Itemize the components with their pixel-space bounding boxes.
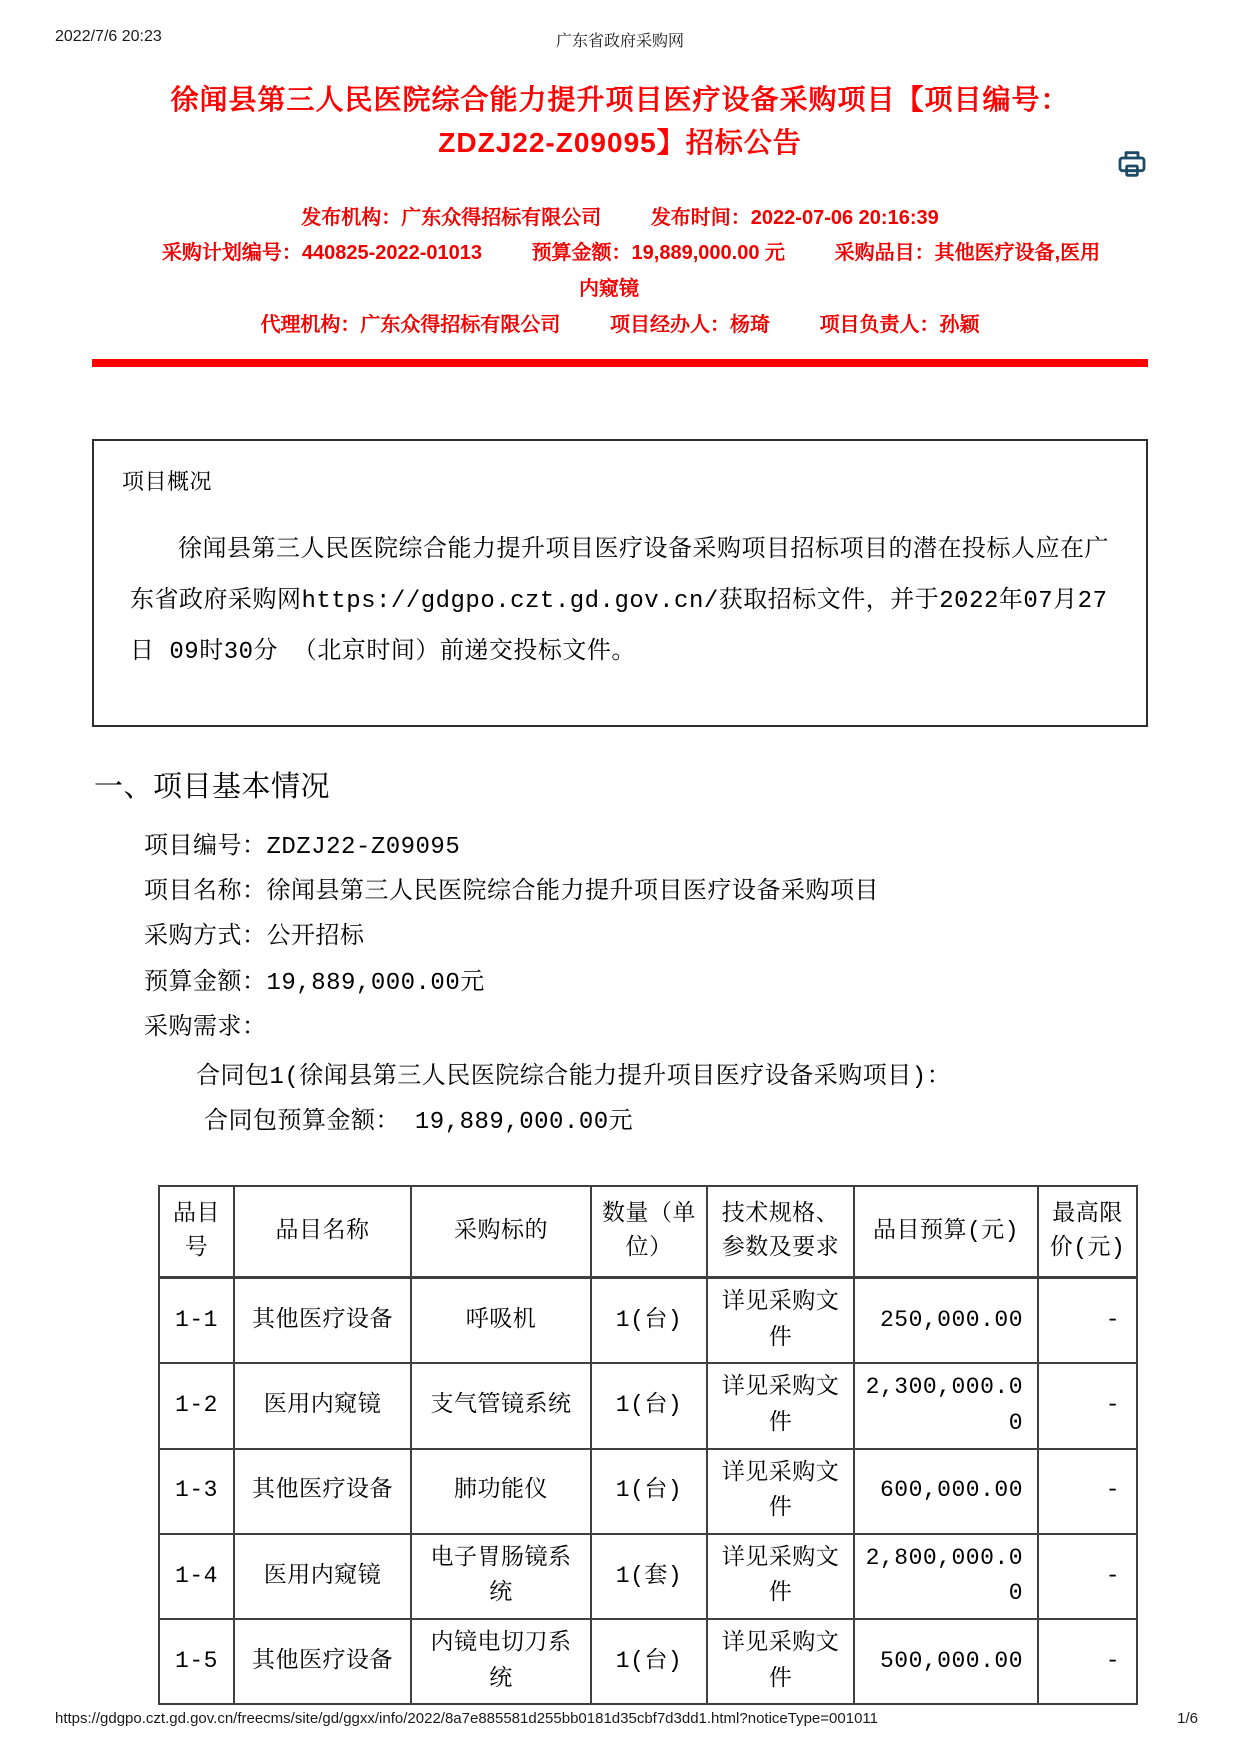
table-cell-item-no: 1-1 [159,1277,234,1363]
table-cell-limit: - [1038,1449,1137,1534]
field-project-number: 项目编号：ZDZJ22-Z09095 [144,834,461,862]
table-cell-limit: - [1038,1534,1137,1619]
table-cell-budget: 2,800,000.00 [854,1534,1038,1619]
meta-leader: 项目负责人：孙颖 [819,313,980,336]
meta-handler: 项目经办人：杨琦 [610,313,770,336]
table-header-row [159,1186,1137,1278]
footer-url: https://gdgpo.czt.gd.gov.cn/freecms/site/gd/ggxx/info/2022/8a7e885581d255bb0181d35cbf7d3dd1.html?noticeType=001011 [55,1710,878,1727]
header-item-budget: 品目预算(元) [854,1186,1038,1278]
printer-icon[interactable] [1116,148,1148,180]
table-cell-item-no: 1-2 [159,1363,234,1448]
table-cell-target: 肺功能仪 [411,1449,591,1534]
document-body [92,439,1148,1705]
meta-publish-time: 发布时间：2022-07-06 20:16:39 [650,206,939,229]
table-cell-budget: 250,000.00 [854,1277,1038,1363]
table-row [159,1619,1137,1704]
header-item-name: 品目名称 [234,1186,411,1278]
meta-row-3 [130,308,1110,344]
table-cell-target: 电子胃肠镜系统 [411,1534,591,1619]
table-cell-item-no: 1-5 [159,1619,234,1704]
project-overview-box [92,439,1148,726]
table-cell-item-no: 1-3 [159,1449,234,1534]
table-row [159,1534,1137,1619]
table-row [159,1449,1137,1534]
footer-page-indicator: 1/6 [1177,1710,1198,1727]
table-cell-budget: 600,000.00 [854,1449,1038,1534]
table-cell-quantity: 1(台) [591,1277,707,1363]
table-row [159,1277,1137,1363]
meta-publisher: 发布机构：广东众得招标有限公司 [301,206,602,229]
meta-agency: 代理机构：广东众得招标有限公司 [260,313,561,336]
table-cell-budget: 500,000.00 [854,1619,1038,1704]
red-divider [92,359,1148,367]
meta-row-2 [130,236,1110,307]
table-cell-limit: - [1038,1619,1137,1704]
contract-package-budget-line: 合同包预算金额： 19,889,000.00元 [204,1108,634,1136]
table-cell-quantity: 1(台) [591,1363,707,1448]
table-cell-target: 支气管镜系统 [411,1363,591,1448]
table-cell-spec: 详见采购文件 [707,1363,854,1448]
table-cell-quantity: 1(台) [591,1449,707,1534]
table-cell-item-name: 其他医疗设备 [234,1277,411,1363]
announcement-title: 徐闻县第三人民医院综合能力提升项目医疗设备采购项目【项目编号：ZDZJ22-Z09095】招标公告 [170,84,1070,159]
table-cell-spec: 详见采购文件 [707,1277,854,1363]
header-item-no: 品目号 [159,1186,234,1278]
table-cell-quantity: 1(台) [591,1619,707,1704]
field-project-name: 项目名称：徐闻县第三人民医院综合能力提升项目医疗设备采购项目 [144,879,879,907]
print-footer [0,1710,1240,1732]
overview-label: 项目概况 [122,471,213,497]
basic-info-fields [92,825,1148,1145]
section-heading-basic-info: 一、项目基本情况 [94,771,331,805]
table-cell-item-name: 医用内窥镜 [234,1534,411,1619]
table-cell-target: 内镜电切刀系统 [411,1619,591,1704]
field-procurement-demand: 采购需求： [144,1014,267,1042]
table-row [159,1363,1137,1448]
field-budget-amount: 预算金额：19,889,000.00元 [144,969,485,997]
print-timestamp: 2022/7/6 20:23 [55,28,162,45]
meta-row-1 [130,201,1110,237]
announcement-meta [130,201,1110,343]
table-cell-budget: 2,300,000.00 [854,1363,1038,1448]
field-procurement-method: 采购方式：公开招标 [144,924,365,952]
announcement-header [0,0,1240,367]
meta-procurement-category: 采购品目：其他医疗设备,医用内窥镜 [579,242,1101,300]
items-table [158,1185,1138,1705]
table-cell-limit: - [1038,1277,1137,1363]
table-cell-spec: 详见采购文件 [707,1534,854,1619]
table-cell-spec: 详见采购文件 [707,1449,854,1534]
header-price-limit: 最高限价(元) [1038,1186,1137,1278]
site-name: 广东省政府采购网 [555,33,684,50]
table-cell-item-no: 1-4 [159,1534,234,1619]
table-cell-item-name: 其他医疗设备 [234,1449,411,1534]
table-cell-item-name: 其他医疗设备 [234,1619,411,1704]
header-procurement-target: 采购标的 [411,1186,591,1278]
meta-budget-amount: 预算金额：19,889,000.00 元 [531,242,786,265]
overview-paragraph: 徐闻县第三人民医院综合能力提升项目医疗设备采购项目招标项目的潜在投标人应在广东省政府采购网https://gdgpo.czt.gd.gov.cn/获取招标文件，并于2022年07月27日 09时30分 （北京时间）前递交投标文件。 [130,536,1109,666]
header-quantity-unit: 数量（单位） [591,1186,707,1278]
table-cell-spec: 详见采购文件 [707,1619,854,1704]
meta-plan-number: 采购计划编号：440825-2022-01013 [161,242,482,265]
header-tech-spec: 技术规格、参数及要求 [707,1186,854,1278]
table-cell-quantity: 1(套) [591,1534,707,1619]
contract-package-line: 合同包1(徐闻县第三人民医院综合能力提升项目医疗设备采购项目)： [196,1063,952,1091]
table-cell-limit: - [1038,1363,1137,1448]
table-cell-item-name: 医用内窥镜 [234,1363,411,1448]
table-cell-target: 呼吸机 [411,1277,591,1363]
